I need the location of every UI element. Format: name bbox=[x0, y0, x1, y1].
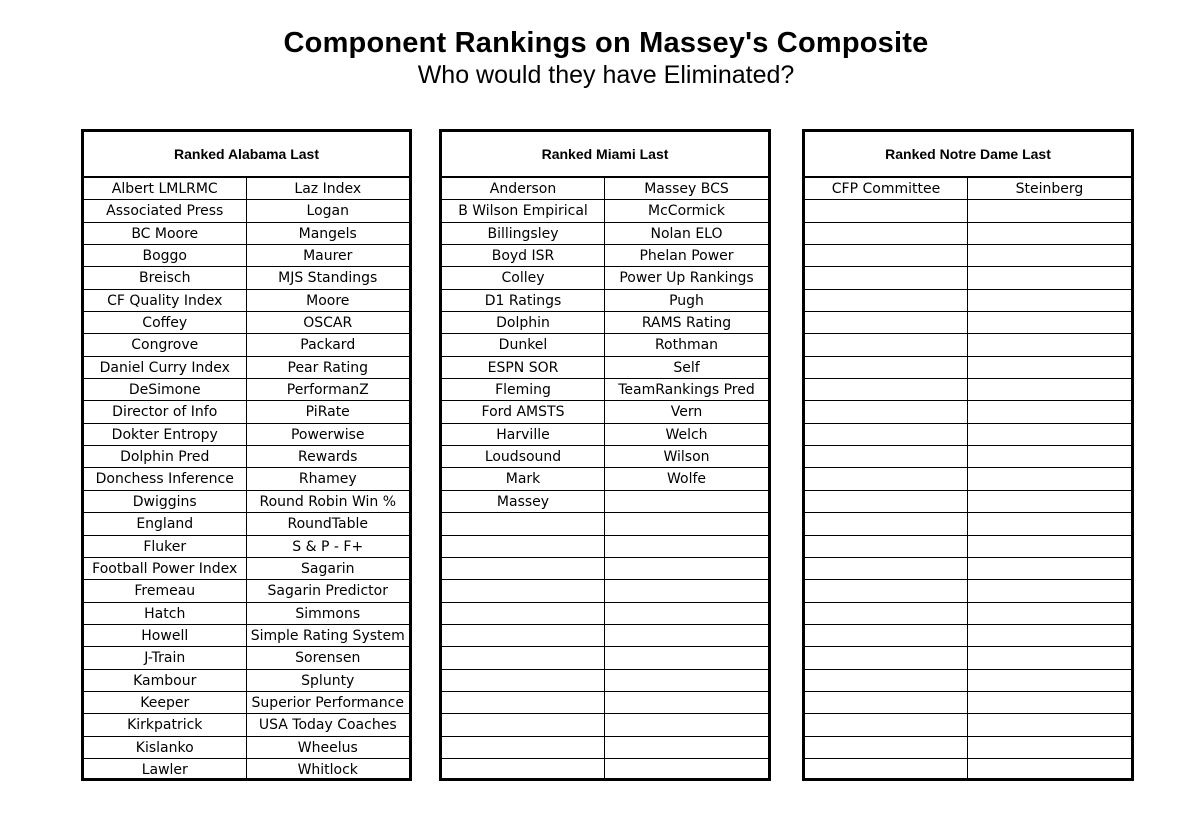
table-cell bbox=[605, 759, 768, 781]
table-cell: Rothman bbox=[605, 334, 768, 356]
table-cell bbox=[805, 737, 968, 759]
table-cell: CF Quality Index bbox=[84, 290, 247, 312]
table-cell: Phelan Power bbox=[605, 245, 768, 267]
table-cell bbox=[805, 513, 968, 535]
table-cell bbox=[442, 558, 605, 580]
table-cell bbox=[805, 603, 968, 625]
table-cell: Round Robin Win % bbox=[247, 491, 410, 513]
table-cell: Sagarin bbox=[247, 558, 410, 580]
table-cell: Howell bbox=[84, 625, 247, 647]
table-cell bbox=[805, 245, 968, 267]
table-cell: Anderson bbox=[442, 178, 605, 200]
table-cell bbox=[968, 759, 1131, 781]
table-cell: Dunkel bbox=[442, 334, 605, 356]
table-cell: MJS Standings bbox=[247, 267, 410, 289]
table-cell bbox=[442, 737, 605, 759]
table-cell bbox=[968, 468, 1131, 490]
table-cell: Wheelus bbox=[247, 737, 410, 759]
table-cell: TeamRankings Pred bbox=[605, 379, 768, 401]
panel-header: Ranked Notre Dame Last bbox=[805, 132, 1131, 178]
table-cell: Ford AMSTS bbox=[442, 401, 605, 423]
table-cell: Nolan ELO bbox=[605, 223, 768, 245]
table-cell bbox=[968, 245, 1131, 267]
table-cell bbox=[605, 513, 768, 535]
table-cell: RAMS Rating bbox=[605, 312, 768, 334]
table-cell bbox=[442, 603, 605, 625]
table-cell: Daniel Curry Index bbox=[84, 357, 247, 379]
table-cell bbox=[605, 625, 768, 647]
table-cell bbox=[442, 580, 605, 602]
table-cell bbox=[968, 558, 1131, 580]
table-cell: S & P - F+ bbox=[247, 536, 410, 558]
table-cell bbox=[805, 267, 968, 289]
table-cell: Massey BCS bbox=[605, 178, 768, 200]
table-cell bbox=[805, 401, 968, 423]
table-cell bbox=[805, 379, 968, 401]
table-cell: Moore bbox=[247, 290, 410, 312]
table-cell bbox=[968, 491, 1131, 513]
table-cell bbox=[805, 580, 968, 602]
table-cell: Fremeau bbox=[84, 580, 247, 602]
table-cell: BC Moore bbox=[84, 223, 247, 245]
table-cell: Powerwise bbox=[247, 424, 410, 446]
page-subtitle: Who would they have Eliminated? bbox=[417, 61, 795, 89]
table-cell bbox=[968, 536, 1131, 558]
table-cell: Mark bbox=[442, 468, 605, 490]
table-cell bbox=[968, 267, 1131, 289]
table-cell: Kislanko bbox=[84, 737, 247, 759]
table-cell bbox=[442, 670, 605, 692]
panel-header: Ranked Alabama Last bbox=[84, 132, 409, 178]
table-cell bbox=[968, 200, 1131, 222]
table-cell: Splunty bbox=[247, 670, 410, 692]
table-cell: Colley bbox=[442, 267, 605, 289]
table-cell bbox=[442, 513, 605, 535]
table-cell: Kirkpatrick bbox=[84, 714, 247, 736]
page-title: Component Rankings on Massey's Composite bbox=[283, 27, 929, 59]
table-cell: Self bbox=[605, 357, 768, 379]
table-cell: Congrove bbox=[84, 334, 247, 356]
table-cell: Dolphin Pred bbox=[84, 446, 247, 468]
table-cell: Dwiggins bbox=[84, 491, 247, 513]
table-cell bbox=[442, 647, 605, 669]
table-cell: USA Today Coaches bbox=[247, 714, 410, 736]
table-cell bbox=[605, 580, 768, 602]
table-cell bbox=[605, 603, 768, 625]
panel-alabama bbox=[81, 129, 412, 781]
table-cell bbox=[805, 714, 968, 736]
table-cell: J-Train bbox=[84, 647, 247, 669]
table-cell: PerformanZ bbox=[247, 379, 410, 401]
table-cell bbox=[805, 558, 968, 580]
table-cell: Fluker bbox=[84, 536, 247, 558]
table-cell bbox=[805, 625, 968, 647]
panel-notre-dame bbox=[802, 129, 1134, 781]
table-cell: RoundTable bbox=[247, 513, 410, 535]
table-cell: Albert LMLRMC bbox=[84, 178, 247, 200]
table-cell: Mangels bbox=[247, 223, 410, 245]
table-cell: Breisch bbox=[84, 267, 247, 289]
table-cell: Steinberg bbox=[968, 178, 1131, 200]
table-cell bbox=[968, 670, 1131, 692]
table-cell bbox=[605, 647, 768, 669]
table-cell bbox=[968, 424, 1131, 446]
table-cell: Hatch bbox=[84, 603, 247, 625]
table-cell: Maurer bbox=[247, 245, 410, 267]
table-cell: Dolphin bbox=[442, 312, 605, 334]
table-cell: Keeper bbox=[84, 692, 247, 714]
table-cell: D1 Ratings bbox=[442, 290, 605, 312]
panel-header: Ranked Miami Last bbox=[442, 132, 768, 178]
table-cell bbox=[968, 580, 1131, 602]
table-cell: Dokter Entropy bbox=[84, 424, 247, 446]
table-cell bbox=[968, 446, 1131, 468]
table-cell bbox=[442, 714, 605, 736]
table-cell: CFP Committee bbox=[805, 178, 968, 200]
table-cell: Boggo bbox=[84, 245, 247, 267]
table-cell: Lawler bbox=[84, 759, 247, 781]
table-cell: OSCAR bbox=[247, 312, 410, 334]
table-cell bbox=[605, 714, 768, 736]
table-cell: Logan bbox=[247, 200, 410, 222]
table-cell: Billingsley bbox=[442, 223, 605, 245]
table-cell bbox=[805, 468, 968, 490]
table-cell bbox=[442, 625, 605, 647]
table-cell bbox=[968, 334, 1131, 356]
table-cell: Wilson bbox=[605, 446, 768, 468]
table-cell: Football Power Index bbox=[84, 558, 247, 580]
panel-grid bbox=[805, 178, 1131, 781]
table-cell bbox=[442, 536, 605, 558]
table-cell bbox=[968, 379, 1131, 401]
table-cell bbox=[968, 625, 1131, 647]
table-cell: England bbox=[84, 513, 247, 535]
table-cell bbox=[605, 737, 768, 759]
table-cell: DeSimone bbox=[84, 379, 247, 401]
table-cell: B Wilson Empirical bbox=[442, 200, 605, 222]
table-cell bbox=[442, 692, 605, 714]
table-cell bbox=[968, 312, 1131, 334]
table-cell bbox=[805, 424, 968, 446]
panel-miami bbox=[439, 129, 771, 781]
table-cell bbox=[968, 647, 1131, 669]
table-cell bbox=[968, 357, 1131, 379]
table-cell: Pugh bbox=[605, 290, 768, 312]
table-cell bbox=[805, 312, 968, 334]
table-cell bbox=[968, 692, 1131, 714]
table-cell: Harville bbox=[442, 424, 605, 446]
table-cell bbox=[968, 603, 1131, 625]
table-cell: Simmons bbox=[247, 603, 410, 625]
table-cell: Whitlock bbox=[297, 761, 358, 778]
table-cell bbox=[605, 536, 768, 558]
table-cell: Rhamey bbox=[247, 468, 410, 490]
table-cell: Sagarin Predictor bbox=[247, 580, 410, 602]
table-cell: Superior Performance bbox=[247, 692, 410, 714]
table-cell: Director of Info bbox=[84, 401, 247, 423]
table-cell bbox=[805, 290, 968, 312]
table-cell: Fleming bbox=[442, 379, 605, 401]
table-cell bbox=[805, 334, 968, 356]
table-cell: Laz Index bbox=[247, 178, 410, 200]
table-cell bbox=[968, 401, 1131, 423]
table-cell: Sorensen bbox=[247, 647, 410, 669]
table-cell bbox=[605, 491, 768, 513]
title-block bbox=[0, 26, 1200, 90]
table-cell: Simple Rating System bbox=[247, 625, 410, 647]
table-cell: Associated Press bbox=[84, 200, 247, 222]
table-cell: McCormick bbox=[605, 200, 768, 222]
table-cell bbox=[805, 692, 968, 714]
table-cell: Wolfe bbox=[605, 468, 768, 490]
table-cell bbox=[968, 513, 1131, 535]
table-cell bbox=[805, 536, 968, 558]
panel-grid bbox=[84, 178, 409, 781]
table-cell bbox=[968, 290, 1131, 312]
table-cell: Vern bbox=[605, 401, 768, 423]
table-cell bbox=[805, 200, 968, 222]
table-cell: ESPN SOR bbox=[442, 357, 605, 379]
table-cell bbox=[968, 737, 1131, 759]
table-cell bbox=[442, 759, 605, 781]
table-cell: Loudsound bbox=[442, 446, 605, 468]
table-cell: PiRate bbox=[247, 401, 410, 423]
table-cell bbox=[805, 223, 968, 245]
table-cell: Donchess Inference bbox=[84, 468, 247, 490]
table-cell: Pear Rating bbox=[247, 357, 410, 379]
table-cell bbox=[605, 558, 768, 580]
table-cell bbox=[805, 446, 968, 468]
table-cell bbox=[805, 670, 968, 692]
table-cell: Power Up Rankings bbox=[605, 267, 768, 289]
table-cell: Rewards bbox=[247, 446, 410, 468]
table-cell bbox=[805, 647, 968, 669]
table-cell: Welch bbox=[605, 424, 768, 446]
panel-grid bbox=[442, 178, 768, 781]
table-cell: Massey bbox=[442, 491, 605, 513]
table-cell bbox=[805, 357, 968, 379]
table-cell bbox=[805, 759, 968, 781]
table-cell: Packard bbox=[247, 334, 410, 356]
table-cell bbox=[968, 223, 1131, 245]
table-cell bbox=[605, 692, 768, 714]
table-cell: Kambour bbox=[84, 670, 247, 692]
table-cell: Coffey bbox=[84, 312, 247, 334]
table-cell bbox=[968, 714, 1131, 736]
table-cell bbox=[805, 491, 968, 513]
table-cell: Boyd ISR bbox=[442, 245, 605, 267]
table-cell bbox=[605, 670, 768, 692]
